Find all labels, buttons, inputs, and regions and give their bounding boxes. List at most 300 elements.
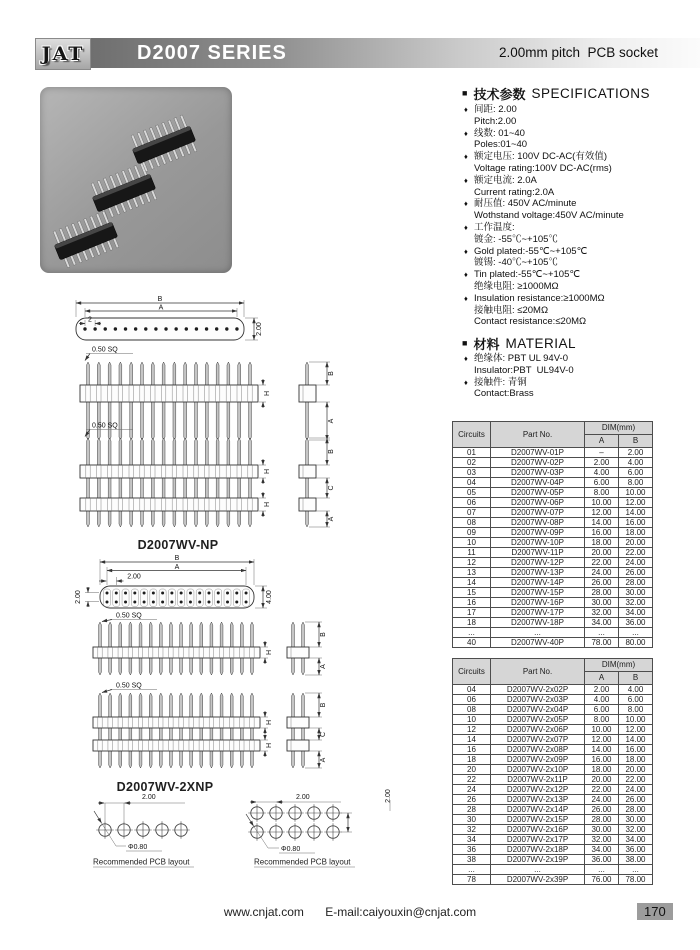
table-cell: 4.00 [585,695,619,705]
spec-line [464,163,700,175]
spec-text: 绝缘电阻: ≥1000MΩ [474,280,559,292]
bullet-spacer [464,257,474,269]
diamond-bullet-icon: ♦ [464,377,468,387]
spec-text: 额定电流: 2.0A [474,174,537,186]
table-cell: 34.00 [585,618,619,628]
footer-website: www.cnjat.com [223,905,304,919]
table-cell: 13 [453,568,491,578]
table-cell: 12.00 [619,498,653,508]
table-row [453,855,653,865]
table-cell: 4.00 [619,458,653,468]
square-bullet-icon: ■ [462,338,468,348]
table-row [453,638,653,648]
table-cell: 22.00 [619,548,653,558]
xnp-top-view [75,555,273,608]
table-cell: 36.00 [585,855,619,865]
table-row [453,845,653,855]
table-row [453,775,653,785]
connector-photo-art [40,87,232,273]
spec-text: 绝缘体: PBT UL 94V-0 [474,353,568,364]
connector-2 [87,162,159,221]
table-cell: ... [585,865,619,875]
table-cell: 78.00 [585,638,619,648]
table-cell: ... [585,628,619,638]
table-cell: 12.00 [585,735,619,745]
col-circuits: Circuits [453,659,491,685]
table-cell: 4.00 [585,468,619,478]
table-cell: 24.00 [585,795,619,805]
table-cell: 11 [453,548,491,558]
spec-line [464,187,700,199]
dim-label-pitch: 2 [88,316,92,324]
table-cell: D2007WV-2x12P [491,785,585,795]
table-cell: 34 [453,835,491,845]
spec-line [464,222,700,234]
bullet-spacer [464,139,474,151]
diamond-bullet-icon: ♦ [464,128,468,138]
spec-line [464,151,700,163]
table-row [453,805,653,815]
spec-line [464,353,700,365]
table-row [453,825,653,835]
col-part-no: Part No. [491,659,585,685]
pcb-layout-single-row [93,794,194,867]
table-cell: 16.00 [585,755,619,765]
table-cell: 08 [453,518,491,528]
table-cell: 03 [453,468,491,478]
table-cell: ... [619,628,653,638]
spec-line [464,210,700,222]
spec-line [464,128,700,140]
table-cell: 06 [453,695,491,705]
table-cell: 38.00 [619,855,653,865]
table-cell: 12.00 [585,508,619,518]
spec-text: Tin plated:-55℃~+105℃ [474,269,581,281]
table-cell: 30 [453,815,491,825]
spec-text: Contact resistance:≤20MΩ [474,316,587,328]
dim-label-200: 2.00 [142,794,156,801]
table-row [453,518,653,528]
table-cell: D2007WV-16P [491,598,585,608]
table-body [453,448,653,648]
bullet-spacer [464,210,474,222]
diamond-bullet-icon: ♦ [464,270,468,280]
table-cell: 28.00 [585,588,619,598]
table-cell: 26 [453,795,491,805]
spec-text: 线数: 01~40 [474,127,525,139]
table-cell: 6.00 [619,468,653,478]
spec-text: Contact:Brass [474,388,534,400]
table-cell: 16.00 [619,518,653,528]
spec-line [464,365,700,377]
table-row [453,785,653,795]
np-top-view [76,296,263,340]
table-cell: 32.00 [585,835,619,845]
table-cell: D2007WV-2x39P [491,875,585,885]
table-cell: D2007WV-2x03P [491,695,585,705]
table-cell: 18.00 [619,755,653,765]
table-cell: 2.00 [619,448,653,458]
dim-label-c: C [320,731,327,738]
table-row [453,598,653,608]
table-cell: 26.00 [619,568,653,578]
table-cell: 10.00 [619,715,653,725]
spec-line [464,139,700,151]
table-cell: D2007WV-08P [491,518,585,528]
spec-line [464,257,700,269]
col-a: A [585,435,619,448]
table-row [453,558,653,568]
diamond-bullet-icon: ♦ [464,175,468,185]
table-cell: 8.00 [619,478,653,488]
dim-label-400: 4.00 [266,590,273,604]
table-cell: D2007WV-09P [491,528,585,538]
table-cell: D2007WV-2x17P [491,835,585,845]
dim-label-h: H [266,742,273,749]
table-row [453,618,653,628]
table-cell: 14 [453,735,491,745]
footer [0,905,700,919]
table-row [453,528,653,538]
table-cell: 30.00 [619,588,653,598]
table-cell: 22 [453,775,491,785]
specifications-heading [462,84,650,103]
table-row [453,448,653,458]
material-title-en: MATERIAL [505,336,576,351]
table-cell: 28.00 [585,815,619,825]
drill-holes [248,804,342,841]
pins [87,438,252,527]
table-row [453,765,653,775]
dim-table-dual-row [452,658,653,885]
bullet-spacer [464,187,474,199]
table-cell: 26.00 [585,578,619,588]
table-cell: D2007WV-2x11P [491,775,585,785]
table-cell: 14.00 [619,508,653,518]
table-row [453,498,653,508]
table-cell: D2007WV-18P [491,618,585,628]
spec-text: 镀锡: -40℃~+105℃ [474,257,558,269]
table-cell: D2007WV-07P [491,508,585,518]
spec-line [464,388,700,400]
dim-label-b: B [320,632,327,637]
table-header [453,659,653,685]
page-number-badge: 170 [637,903,673,920]
table-cell: 18.00 [619,528,653,538]
table-cell: 08 [453,705,491,715]
col-part-no: Part No. [491,422,585,448]
table-cell: 76.00 [585,875,619,885]
col-dim: DIM(mm) [585,659,653,672]
table-cell: 38 [453,855,491,865]
table-cell: 8.00 [585,715,619,725]
bullet-spacer [464,305,474,317]
table-cell: 32.00 [585,608,619,618]
table-cell: D2007WV-2x14P [491,805,585,815]
spec-line [464,269,700,281]
spec-line [464,175,700,187]
table-cell: 32.00 [619,825,653,835]
table-cell: 36 [453,845,491,855]
pin [306,438,309,527]
dim-label-h: H [266,649,273,656]
table-cell: D2007WV-2x13P [491,795,585,805]
table-row [453,695,653,705]
bullet-spacer [464,163,474,175]
spec-text: Current rating:2.0A [474,186,555,198]
xnp-front-view-single-spacer [93,622,273,675]
table-row [453,578,653,588]
table-cell: 24 [453,785,491,795]
table-cell: 20.00 [619,538,653,548]
sq-label: 0.50 SQ [116,612,142,620]
table-cell: 14 [453,578,491,588]
table-cell: 30.00 [585,598,619,608]
table-cell: 24.00 [585,568,619,578]
spec-text: Insulator:PBT UL94V-0 [474,364,574,376]
spec-text: 间距: 2.00 [474,104,517,115]
table-cell: D2007WV-2x06P [491,725,585,735]
spec-line [464,234,700,246]
pins [292,693,305,768]
dim-label-200: 2.00 [256,322,263,336]
dim-label-h: H [264,390,271,397]
hole-dia-label: Φ0.80 [281,846,301,853]
dim-label-a: A [320,757,327,763]
dim-label-a: A [158,304,164,312]
spec-line [464,377,700,389]
table-cell: D2007WV-2x02P [491,685,585,695]
table-row [453,835,653,845]
table-cell: D2007WV-10P [491,538,585,548]
series-title: D2007 SERIES [137,41,287,64]
table-cell: D2007WV-03P [491,468,585,478]
jat-logo [35,38,91,70]
table-row [453,745,653,755]
table-cell: 40 [453,638,491,648]
np-front-view-dual-spacer [80,438,271,527]
table-row [453,608,653,618]
dim-label-a: A [320,664,327,669]
table-cell: 07 [453,508,491,518]
spec-text: 额定电压: 100V DC-AC(有效值) [474,151,608,163]
spec-line [464,104,700,116]
table-cell: D2007WV-2x08P [491,745,585,755]
spec-line [464,293,700,305]
table-cell: D2007WV-13P [491,568,585,578]
table-cell: 36.00 [619,618,653,628]
dim-label-b: B [328,449,335,454]
table-cell: 6.00 [585,705,619,715]
table-row [453,725,653,735]
table-cell: 05 [453,488,491,498]
table-cell: D2007WV-12P [491,558,585,568]
table-cell: 34.00 [619,835,653,845]
table-cell: D2007WV-15P [491,588,585,598]
part-label-np: D2007WV-NP [137,538,219,552]
table-cell: 26.00 [585,805,619,815]
table-cell: 20.00 [619,765,653,775]
dim-label-c: C [328,485,335,491]
pins [99,693,254,768]
spec-line [464,316,700,328]
dim-label-b: B [320,702,327,708]
hole-dia-label: Φ0.80 [128,844,148,851]
table-row [453,568,653,578]
table-cell: D2007WV-04P [491,478,585,488]
table-row [453,628,653,638]
connector-3 [49,210,121,269]
spec-text: 接触件: 青铜 [474,376,527,388]
table-cell: 78.00 [619,875,653,885]
dim-label-200: 2.00 [127,573,141,581]
pcb-layout-label: Recommended PCB layout [93,857,190,867]
table-cell: D2007WV-05P [491,488,585,498]
diamond-bullet-icon: ♦ [464,222,468,232]
diamond-bullet-icon: ♦ [464,152,468,162]
table-cell: 6.00 [585,478,619,488]
diamond-bullet-icon: ♦ [464,246,468,256]
table-cell: 24.00 [619,785,653,795]
table-row [453,865,653,875]
spec-text: 耐压值: 450V AC/minute [474,198,577,210]
xnp-front-view-dual-spacer [93,693,273,768]
table-row [453,478,653,488]
spec-line [464,246,700,258]
table-cell: D2007WV-2x05P [491,715,585,725]
table-cell: 18.00 [585,538,619,548]
table-cell: 15 [453,588,491,598]
table-cell: 09 [453,528,491,538]
bullet-spacer [464,116,474,128]
spec-line [464,198,700,210]
sq-label: 0.50 SQ [116,682,142,690]
table-row [453,468,653,478]
table-cell: 10.00 [619,488,653,498]
square-bullet-icon: ■ [462,88,468,98]
table-cell: 10.00 [585,498,619,508]
spec-text: Gold plated:-55℃~+105℃ [474,245,588,257]
xnp-sq-callout-2 [102,683,157,693]
table-row [453,755,653,765]
drill-holes [96,821,190,839]
table-row [453,715,653,725]
table-cell: 10 [453,538,491,548]
bullet-spacer [464,365,474,377]
table-cell: 22.00 [585,785,619,795]
diamond-bullet-icon: ♦ [464,293,468,303]
table-cell: 20 [453,765,491,775]
xnp-sq-callout-1 [102,613,157,622]
table-cell: 18 [453,618,491,628]
table-cell: 16 [453,598,491,608]
table-cell: D2007WV-17P [491,608,585,618]
part-label-2xnp: D2007WV-2XNP [116,780,214,794]
footer-email: E-mail:caiyouxin@cnjat.com [325,905,477,919]
table-cell: 10 [453,715,491,725]
table-cell: D2007WV-2x10P [491,765,585,775]
xnp-side-view-dual-spacer [287,693,327,768]
spec-text: 镀金: -55℃~+105℃ [474,233,558,245]
product-photo [40,87,232,273]
table-cell: 20.00 [585,775,619,785]
table-row [453,508,653,518]
pcb-layout-label: Recommended PCB layout [254,857,351,867]
diamond-bullet-icon: ♦ [464,199,468,209]
table-cell: 06 [453,498,491,508]
table-cell: 32.00 [619,598,653,608]
table-cell: D2007WV-2x16P [491,825,585,835]
table-row [453,538,653,548]
dim-label-200: 2.00 [296,794,310,801]
table-cell: 10.00 [585,725,619,735]
col-a: A [585,672,619,685]
connector-1 [127,114,199,173]
table-cell: 80.00 [619,638,653,648]
np-side-view-single-spacer [299,362,335,440]
sq-label: 0.50 SQ [92,422,118,430]
table-row [453,875,653,885]
material-heading [462,334,576,353]
table-cell: – [585,448,619,458]
table-cell: 18.00 [585,765,619,775]
table-row [453,795,653,805]
table-cell: D2007WV-11P [491,548,585,558]
technical-drawings [0,290,440,910]
dim-label-h: H [266,719,273,726]
table-cell: 01 [453,448,491,458]
table-cell: D2007WV-2x07P [491,735,585,745]
col-circuits: Circuits [453,422,491,448]
table-cell: D2007WV-2x15P [491,815,585,825]
bullet-spacer [464,234,474,246]
spec-text: 工作温度: [474,221,515,233]
table-cell: ... [619,865,653,875]
table-cell: 22.00 [585,558,619,568]
col-b: B [619,672,653,685]
table-cell: 2.00 [585,685,619,695]
dim-label-h: H [264,468,271,475]
table-cell: ... [491,865,585,875]
dim-label-b: B [157,296,163,303]
table-cell: D2007WV-2x04P [491,705,585,715]
dim-label-b: B [174,555,180,562]
table-cell: D2007WV-2x18P [491,845,585,855]
bullet-spacer [464,281,474,293]
table-cell: 18 [453,755,491,765]
table-cell: D2007WV-40P [491,638,585,648]
pcb-layout-dual-row [246,789,392,867]
col-b: B [619,435,653,448]
table-row [453,815,653,825]
table-cell: 34.00 [619,608,653,618]
spec-line [464,305,700,317]
table-cell: 16 [453,745,491,755]
table-row [453,488,653,498]
xnp-side-view-single-spacer [287,622,327,675]
table-cell: 12.00 [619,725,653,735]
table-row [453,705,653,715]
np-sq-callout-1 [85,347,133,361]
table-cell: 30.00 [585,825,619,835]
table-cell: D2007WV-01P [491,448,585,458]
table-cell: 28.00 [619,805,653,815]
table-cell: D2007WV-14P [491,578,585,588]
table-cell: ... [491,628,585,638]
sq-label: 0.50 SQ [92,346,118,354]
table-cell: 02 [453,458,491,468]
spec-text: Voltage rating:100V DC-AC(rms) [474,162,612,174]
